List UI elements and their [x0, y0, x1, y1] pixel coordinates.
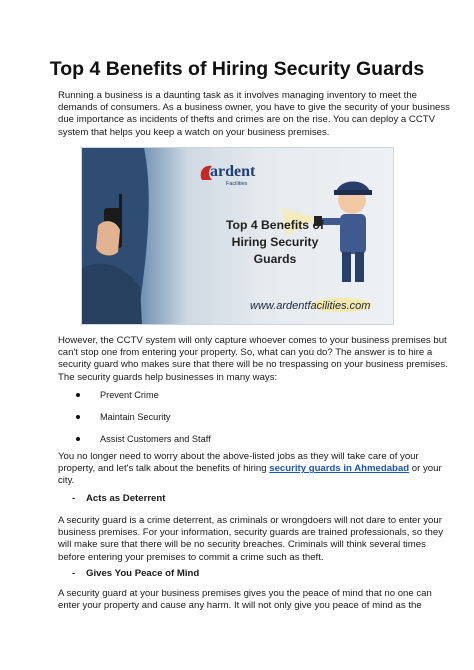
paragraph-line: A security guard at your business premises gives you the peace of mind that no one can: [58, 588, 432, 599]
hero-image: [81, 147, 394, 325]
list-item: [76, 406, 211, 428]
intro-line: demands of consumers. As a business owner, you have to give the security of your business: [58, 102, 450, 114]
security-guards-link[interactable]: security guards in Ahmedabad: [269, 463, 410, 475]
list-item-label: Prevent Crime: [100, 390, 159, 400]
paragraph-line: will make sure that there will be no security breaches. Criminals will think several times: [58, 539, 426, 551]
paragraph-line: A security guard is a crime deterrent, as criminals or wrongdoers will not dare to enter your: [58, 515, 442, 526]
svg-text:ardent: ardent: [210, 163, 256, 180]
svg-text:Facilities: Facilities: [226, 181, 248, 187]
section-heading-label: Gives You Peace of Mind: [86, 568, 200, 579]
section-heading-label: Acts as Deterrent: [86, 493, 166, 504]
text-fragment: or your: [409, 463, 442, 475]
list-item-label: Maintain Security: [100, 412, 171, 422]
paragraph-benefits-intro: [58, 451, 442, 488]
hero-title: Top 4 Benefits of Hiring Security Guards: [226, 218, 324, 266]
paragraph-line: business premises. For your information, security guards are trained professionals, so they: [58, 527, 443, 539]
paragraph-line: You no longer need to worry about the above-listed jobs as they will take care of your: [58, 451, 419, 462]
bullet-icon: [76, 437, 80, 441]
hero-url: www.ardentfacilities.com: [250, 300, 371, 312]
benefits-list: [76, 384, 211, 450]
list-item: [76, 384, 211, 406]
paragraph-line: can't stop one from entering your property. So, what can you do? The answer is to hire a: [58, 347, 433, 359]
paragraph-line: security guard who makes sure that there will be no trespassing on your business premises.: [58, 359, 448, 371]
paragraph-line: city.: [58, 475, 75, 487]
intro-line: Running a business is a daunting task as it involves managing inventory to meet the: [58, 90, 417, 101]
intro-line: system that helps you keep a watch on your business premises.: [58, 126, 330, 138]
intro-paragraph: [58, 90, 450, 139]
paragraph-line: enter your property and cause any harm. It will not only give you peace of mind as the: [58, 600, 422, 612]
list-item-label: Assist Customers and Staff: [100, 434, 211, 444]
text-fragment: property, and let's talk about the benefits of hiring: [58, 463, 270, 475]
ardent-logo: [196, 158, 286, 188]
dash-marker: -: [72, 568, 76, 579]
intro-line: due importance as incidents of thefts and crimes are on the rise. You can deploy a CCTV: [58, 114, 436, 126]
paragraph-peace: [58, 588, 432, 612]
paragraph-line: The security guards help businesses in many ways:: [58, 371, 278, 383]
bullet-icon: [76, 393, 80, 397]
dash-marker: -: [72, 493, 76, 504]
paragraph-deterrent: [58, 515, 443, 564]
section-heading-peace: [72, 568, 199, 579]
page-title: Top 4 Benefits of Hiring Security Guards: [49, 58, 425, 80]
paragraph-line: before entering your premises to commit a crime such as theft.: [58, 551, 324, 563]
paragraph-line: [58, 463, 442, 475]
paragraph-line: However, the CCTV system will only capture whoever comes to your business premises but: [58, 335, 447, 346]
paragraph-cctv: [58, 335, 448, 384]
bullet-icon: [76, 415, 80, 419]
section-heading-deterrent: [72, 493, 165, 504]
list-item: [76, 428, 211, 450]
